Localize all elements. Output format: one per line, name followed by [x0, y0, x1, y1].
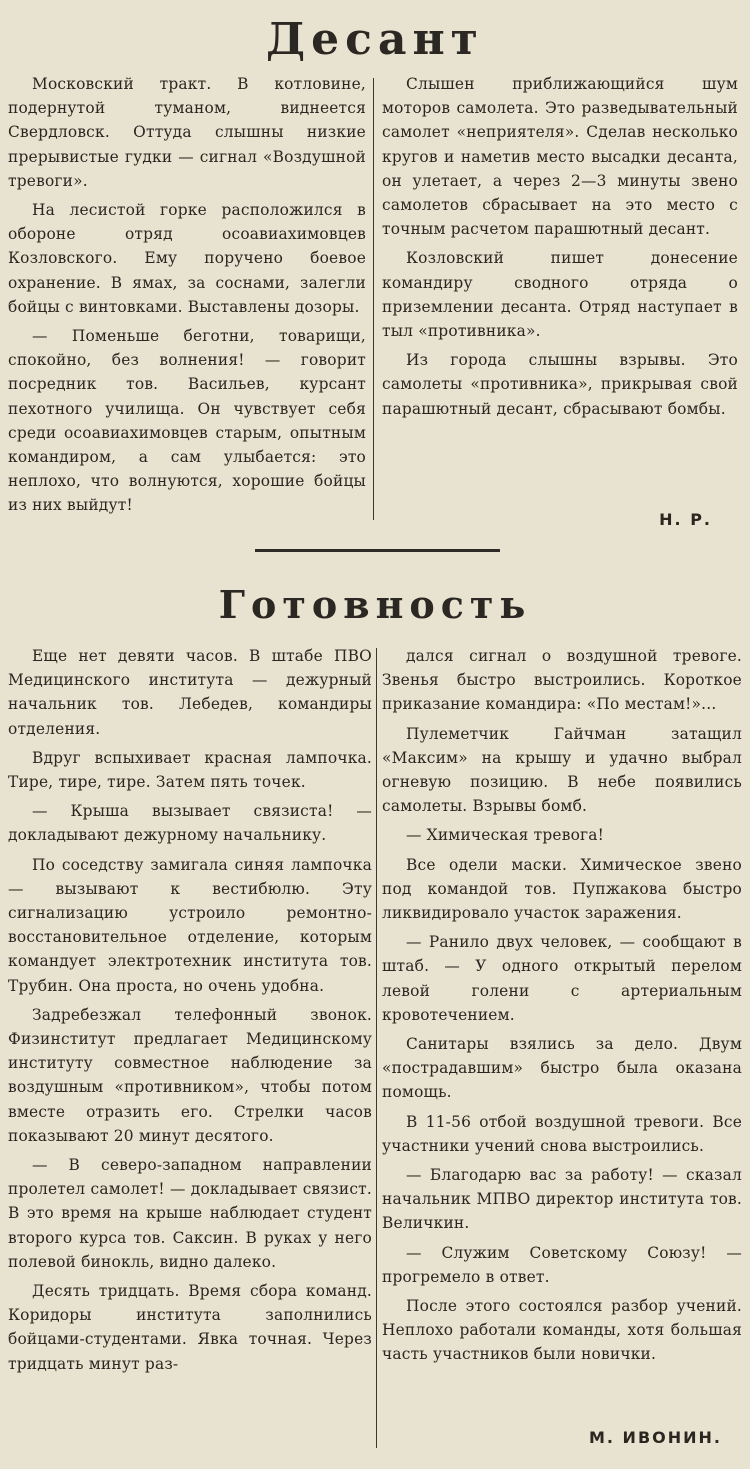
paragraph: Московский тракт. В котловине, подернутой туманом, виднеется Свердловск. Оттуда слышны низкие прерывистые гудки — сигнал «Воздушной тревоги». — [8, 75, 366, 190]
section-divider — [255, 549, 500, 552]
paragraph: На лесистой горке расположился в обороне отряд осоавиахимовцев Козловского. Ему поручено боевое охранение. В ямах, за соснами, залегли бойцы с винтовками. Выставлены дозоры. — [8, 201, 366, 316]
article2-column-right — [382, 644, 742, 1372]
article1-signature: Н. Р. — [659, 510, 712, 529]
article2-signature: М. ИВОНИН. — [588, 1428, 722, 1447]
column-divider — [373, 78, 374, 520]
paragraph: — Крыша вызывает связиста! — докладывают дежурному начальнику. — [8, 802, 372, 845]
paragraph: — Служим Советскому Союзу! — прогремело в ответ. — [382, 1243, 742, 1286]
paragraph: Козловский пишет донесение командиру сводного отряда о приземлении десанта. Отряд наступает в тыл «противника». — [382, 249, 738, 341]
paragraph: дался сигнал о воздушной тревоге. Звенья быстро выстроились. Короткое приказание командира: «По местам!»... — [382, 647, 742, 714]
paragraph: Санитары взялись за дело. Двум «пострадавшим» быстро была оказана помощь. — [382, 1035, 742, 1102]
paragraph: — Благодарю вас за работу! — сказал начальник МПВО директор института тов. Величкин. — [382, 1166, 742, 1233]
column-divider — [376, 648, 377, 1448]
paragraph: Из города слышны взрывы. Это самолеты «противника», прикрывая свой парашютный десант, сбрасывают бомбы. — [382, 351, 738, 418]
paragraph: Все одели маски. Химическое звено под командой тов. Пупжакова быстро ликвидировало участок заражения. — [382, 855, 742, 923]
paragraph: Еще нет девяти часов. В штабе ПВО Медицинского института — дежурный начальник тов. Лебедев, командиры отделения. — [8, 647, 372, 738]
article1-column-left — [8, 72, 366, 523]
article1-column-right — [382, 72, 738, 426]
paragraph: Вдруг вспыхивает красная лампочка. Тире, тире, тире. Затем пять точек. — [8, 748, 372, 792]
paragraph: — Химическая тревога! — [406, 826, 605, 845]
paragraph: — Ранило двух человек, — сообщают в штаб. — У одного открытый перелом левой голени с артериальным кровотечением. — [382, 933, 742, 1024]
article-title-desant: Десант — [266, 14, 484, 65]
article-title-gotovnost: Готовность — [218, 582, 532, 627]
paragraph: Задребезжал телефонный звонок. Физинститут предлагает Медицинскому институту совместное наблюдение за воздушным «противником», чтобы потом вместе отразить его. Стрелки часов показывают 20 минут десятого. — [8, 1005, 372, 1145]
paragraph: — Поменьше беготни, товарищи, спокойно, без волнения! — говорит посредник тов. Васильев, курсант пехотного училища. Он чувствует себя среди осоавиахимовцев старым, опытным командиром, а сам улыбается: это неплохо, что волнуются, хорошие бойцы из них выйдут! — [8, 327, 366, 515]
paragraph: Слышен приближающийся шум моторов самолета. Это разведывательный самолет «неприятеля». Сделав несколько кругов и наметив место высадки десанта, он улетает, а через 2—3 минуты звено самолетов сбрасывает на это место с точным расчетом парашютный десант. — [382, 75, 738, 239]
paragraph: — В северо-западном направлении пролетел самолет! — докладывает связист. В это время на крыше наблюдает студент второго курса тов. Саксин. В руках у него полевой бинокль, видно далеко. — [8, 1156, 372, 1271]
paragraph: По соседству замигала синяя лампочка — вызывают к вестибюлю. Эту сигнализацию устроило ремонтно-восстановительное отделение, которым командует электротехник института тов. Трубин. Она проста, но очень удобна. — [8, 855, 372, 995]
paragraph: После этого состоялся разбор учений. Неплохо работали команды, хотя большая часть участников были новички. — [382, 1297, 742, 1364]
paragraph: Десять тридцать. Время сбора команд. Коридоры института заполнились бойцами-студентами. Явка точная. Через тридцать минут раз- — [8, 1282, 372, 1373]
paragraph: Пулеметчик Гайчман затащил «Максим» на крышу и удачно выбрал огневую позицию. В небе появились самолеты. Взрывы бомб. — [382, 724, 742, 816]
article2-column-left — [8, 644, 372, 1381]
paragraph: В 11-56 отбой воздушной тревоги. Все участники учений снова выстроились. — [382, 1112, 742, 1155]
